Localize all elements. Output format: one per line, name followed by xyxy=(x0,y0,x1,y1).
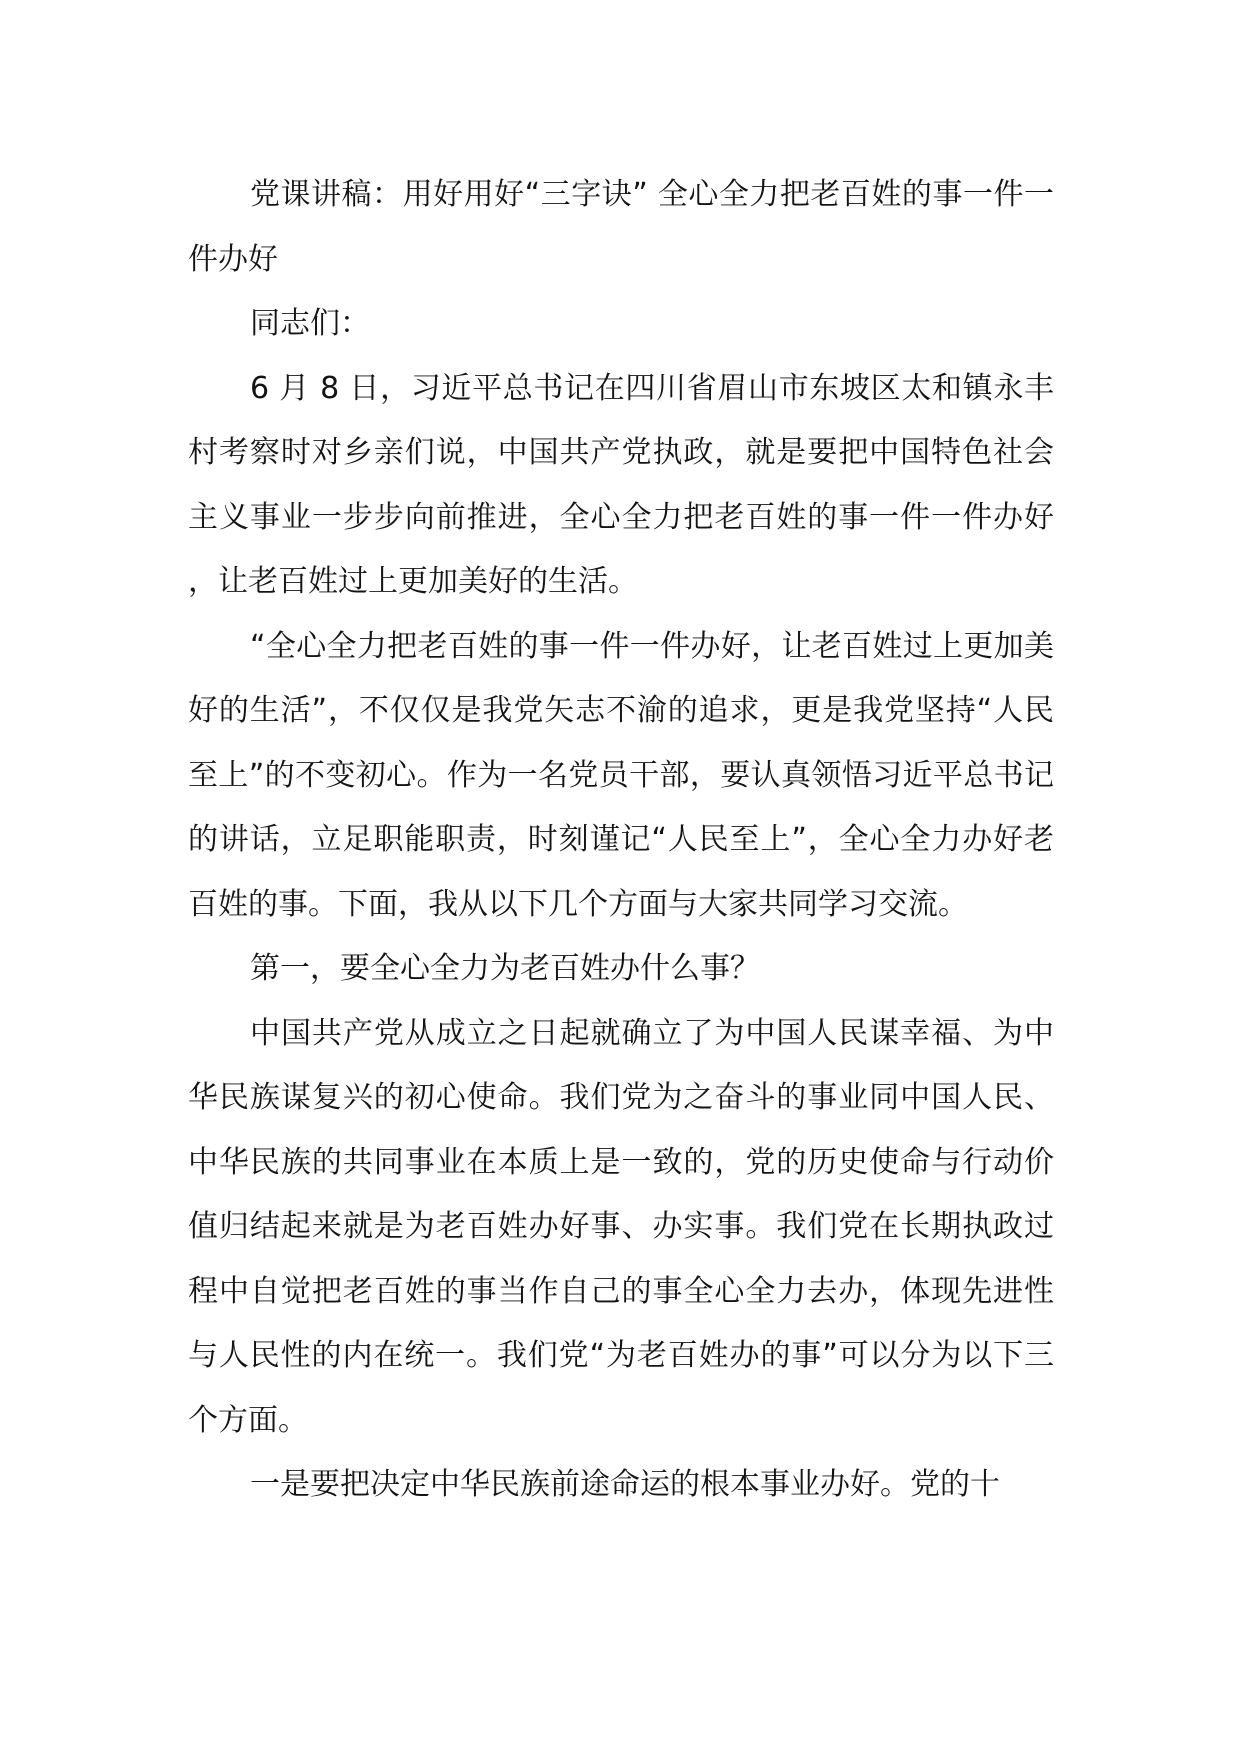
paragraph: 一是要把决定中华民族前途命运的根本事业办好。党的十 xyxy=(250,1467,1000,1502)
section-heading: 第一，要全心全力为老百姓办什么事？ xyxy=(250,951,760,986)
paragraph: “全心全力把老百姓的事一件一件办好，让老百姓过上更加美好的生活”，不仅仅是我党矢志不渝的追求，更是我党坚持“人民至上”的不变初心。作为一名党员干部，要认真领悟习近平总书记的讲话，立足职能职责，时刻谨记“人民至上”，全心全力办好老百姓的事。下面，我从以下几个方面与大家共同学习交流。 xyxy=(188,628,1054,922)
document-title: 党课讲稿：用好用好“三字诀” 全心全力把老百姓的事一件一件办好 xyxy=(188,177,1054,277)
paragraph: 中国共产党从成立之日起就确立了为中国人民谋幸福、为中华民族谋复兴的初心使命。我们党为之奋斗的事业同中国人民、中华民族的共同事业在本质上是一致的，党的历史使命与行动价值归结起来就是为老百姓办好事、办实事。我们党在长期执政过程中自觉把老百姓的事当作自己的事全心全力去办，体现先进性与人民性的内在统一。我们党“为老百姓办的事”可以分为以下三个方面。 xyxy=(188,1015,1054,1438)
salutation: 同志们： xyxy=(250,306,370,341)
document-body xyxy=(188,163,1054,1518)
paragraph: 6 月 8 日，习近平总书记在四川省眉山市东坡区太和镇永丰村考察时对乡亲们说，中国共产党执政，就是要把中国特色社会主义事业一步步向前推进，全心全力把老百姓的事一件一件办好，让老百姓过上更加美好的生活。 xyxy=(188,370,1054,599)
